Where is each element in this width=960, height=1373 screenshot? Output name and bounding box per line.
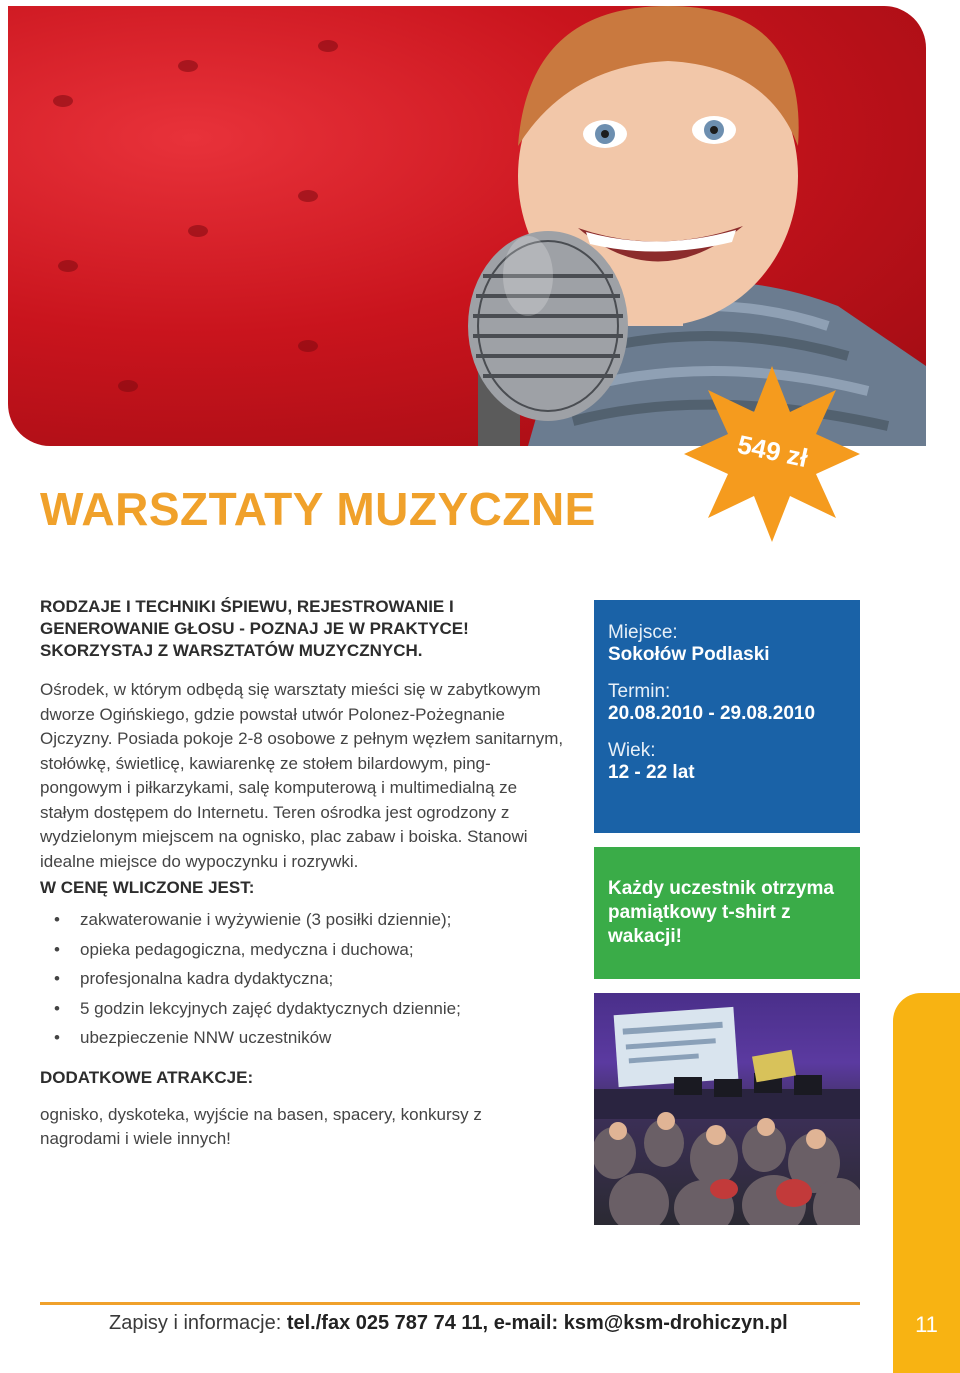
included-list <box>40 905 570 1053</box>
footer-email[interactable]: e-mail: ksm@ksm-drohiczyn.pl <box>493 1312 788 1334</box>
list-item-text: zakwaterowanie i wyżywienie (3 posiłki dziennie); <box>80 910 452 929</box>
price-badge <box>682 364 862 544</box>
bullet-icon: • <box>54 939 60 959</box>
price-text: 549 zł <box>734 429 811 474</box>
info-box <box>594 600 860 833</box>
footer-contact <box>109 1312 788 1335</box>
age-label: Wiek: <box>608 740 656 761</box>
place-label: Miejsce: <box>608 622 678 643</box>
lead-paragraph: RODZAJE I TECHNIKI ŚPIEWU, REJESTROWANIE I GENEROWANIE GŁOSU - POZNAJ JE W PRAKTYCE! SKORZYSTAJ Z WARSZTATÓW MUZYCZNYCH. <box>40 597 469 660</box>
extras-heading: DODATKOWE ATRAKCJE: <box>40 1068 254 1087</box>
list-item-text: ubezpieczenie NNW uczestników <box>80 1028 332 1047</box>
bullet-icon: • <box>54 969 60 988</box>
footer-prefix: Zapisy i informacje: <box>109 1312 287 1334</box>
extras-text: ognisko, dyskoteka, wyjście na basen, spacery, konkursy z nagrodami i wiele innych! <box>40 1105 482 1148</box>
list-item-text: opieka pedagogiczna, medyczna i duchowa; <box>80 939 414 959</box>
list-item-text: 5 godzin lekcyjnych zajęć dydaktycznych dziennie; <box>80 998 461 1018</box>
list-item <box>40 905 570 935</box>
page-title: WARSZTATY MUZYCZNE <box>40 483 596 535</box>
list-item <box>40 935 570 965</box>
date-label: Termin: <box>608 681 671 702</box>
group-photo <box>594 993 860 1225</box>
bullet-icon: • <box>54 998 60 1018</box>
age-value: 12 - 22 lat <box>608 762 695 783</box>
bullet-icon: • <box>54 910 60 929</box>
list-item <box>40 1023 570 1053</box>
description-paragraph: Ośrodek, w którym odbędą się warsztaty mieści się w zabytkowym dworze Ogińskiego, gdzie powstał utwór Polonez-Pożegnanie Ojczyzny. Posiada pokoje 2-8 osobowe z pełnym węzłem sanitarnym, stołówkę, świetlicę, kawiarenkę ze stołem bilardowym, ping-pongowym i piłkarzykami, salę komputerową i multimedialną ze stałym dostępem do Internetu. Teren ośrodka jest ogrodzony z wydzielonym miejscem na ognisko, plac zabaw i boiska. Stanowi idealne miejsce do wypoczynku i rozrywki. <box>40 680 564 871</box>
footer-divider <box>40 1302 860 1305</box>
page-number: 11 <box>915 1312 938 1337</box>
tshirt-note-box <box>594 847 860 979</box>
list-item-text: profesjonalna kadra dydaktyczna; <box>80 969 334 988</box>
bullet-icon: • <box>54 1028 60 1047</box>
list-item <box>40 964 570 994</box>
tshirt-note-text: Każdy uczestnik otrzyma pamiątkowy t-shirt z wakacji! <box>608 878 834 947</box>
included-heading: W CENĘ WLICZONE JEST: <box>40 878 255 897</box>
place-value: Sokołów Podlaski <box>608 644 770 665</box>
screening-room-illustration <box>594 993 860 1225</box>
list-item <box>40 994 570 1024</box>
footer-phone[interactable]: tel./fax 025 787 74 11, <box>286 1312 489 1334</box>
date-value: 20.08.2010 - 29.08.2010 <box>608 703 816 724</box>
